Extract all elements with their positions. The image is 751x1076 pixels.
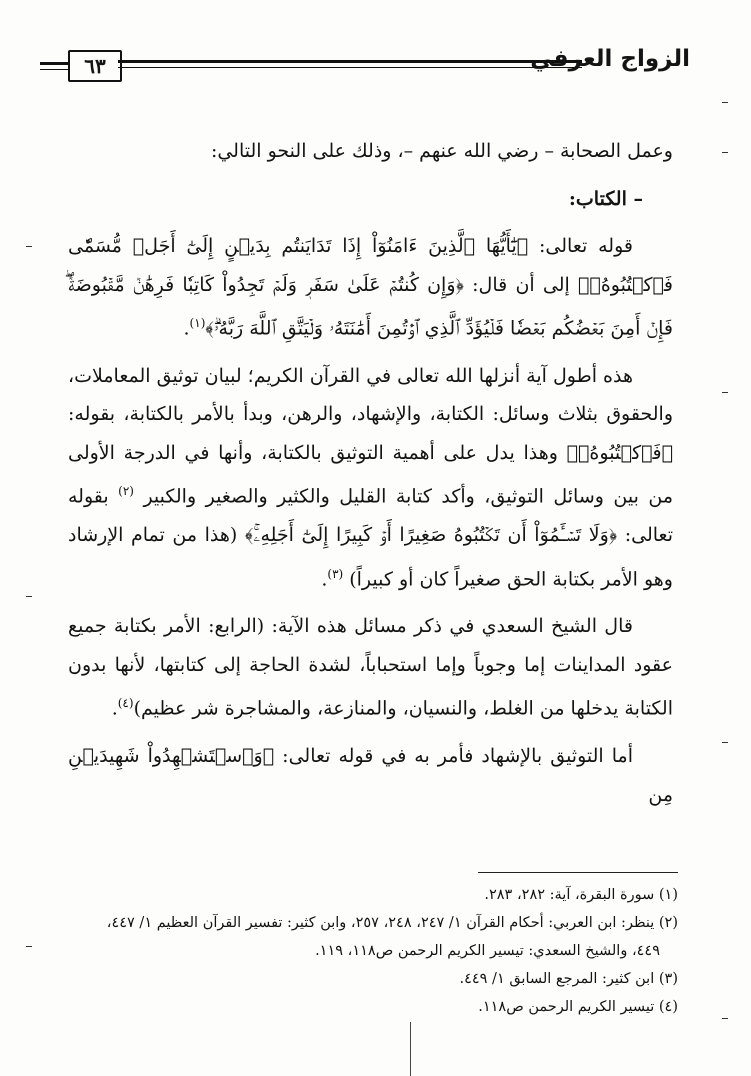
- header-rule-thick: [118, 60, 582, 63]
- quran-verse-2: ﴿وَإِن كُنتُمۡ عَلَىٰ سَفَرٖ وَلَمۡ تَجِدُواْ كَاتِبٗا فَرِهَٰنٞ مَّقۡبُوضَةٞۖ فَإِنۡ أَمِنَ بَعۡضُكُم بَعۡضٗا فَلۡيُؤَدِّ ٱلَّذِي ٱؤۡتُمِنَ أَمَٰنَتَهُۥ وَلۡيَتَّقِ ٱللَّهَ رَبَّهُۥۗ﴾: [68, 273, 673, 340]
- header-rule-left-thin: [40, 69, 68, 70]
- p4-text-1: أما التوثيق بالإشهاد فأمر به في قوله تعالى:: [274, 745, 633, 768]
- quran-verse-5: ﴿وَٱسۡتَشۡهِدُواْ شَهِيدَيۡنِ مِن: [68, 745, 673, 806]
- footnote-3: (٣) ابن كثير: المرجع السابق ١/ ٤٤٩.: [459, 971, 678, 987]
- scan-mark: [26, 596, 32, 597]
- paragraph-1: [68, 227, 673, 348]
- binding-line: [410, 1022, 411, 1076]
- paragraph-3: [68, 607, 673, 728]
- scan-mark: [722, 742, 728, 743]
- footnote-list: [68, 881, 678, 1021]
- p2-text-3: بقوله تعالى:: [68, 485, 673, 547]
- quran-verse-3: ﴿فَٱكۡتُبُوهُۚ﴾: [566, 441, 673, 464]
- footnote-ref-1[interactable]: (١): [189, 316, 206, 330]
- p1-text-2: إلى أن قال:: [463, 273, 579, 296]
- footnote-4: (٤) تيسير الكريم الرحمن ص١١٨.: [478, 999, 678, 1015]
- p2-text-5: .: [321, 567, 328, 590]
- running-header: [40, 44, 690, 88]
- main-text: [68, 132, 673, 823]
- footnote-separator: [478, 872, 678, 873]
- book-title: الزواج العرفي: [530, 46, 690, 72]
- scan-mark: [722, 102, 728, 103]
- p3-text-1: قال الشيخ السعدي في ذكر مسائل هذه الآية: (الرابع: الأمر بكتابة جميع عقود المداينات إما وجوباً وإما استحباباً، لشدة الحاجة إلى كتابتها، لأنها بدون الكتابة يدخلها من الغلط، والنسيان، والمنازعة، والمشاجرة شر عظيم): [68, 615, 673, 720]
- scan-mark: [722, 1018, 728, 1019]
- scan-mark: [722, 152, 728, 153]
- footnote-ref-4[interactable]: (٤): [117, 696, 134, 711]
- p1-text-1: قوله تعالى:: [528, 235, 633, 257]
- p2-text-2: وهذا يدل على أهمية التوثيق بالكتابة، وأنها في الدرجة الأولى من بين وسائل التوثيق، وأكد كتابة القليل والكثير والصغير والكبير: [68, 441, 673, 508]
- scan-mark: [26, 946, 32, 947]
- paragraph-2: [68, 357, 673, 599]
- p1-text-3: .: [183, 317, 190, 340]
- scan-mark: [26, 246, 32, 247]
- footnote-ref-2[interactable]: (٢): [118, 484, 134, 499]
- section-heading: – الكتاب:: [568, 187, 643, 210]
- page-number: ٦٣: [68, 50, 122, 82]
- footnote-1: (١) سورة البقرة، آية: ٢٨٢، ٢٨٣.: [484, 887, 678, 903]
- quran-verse-1: ﴿يَٰٓأَيُّهَا ٱلَّذِينَ ءَامَنُوٓاْ إِذَا تَدَايَنتُم بِدَيۡنٍ إِلَىٰٓ أَجَلٖ مُّسَمّٗى فَٱكۡتُبُوهُۚ﴾: [68, 235, 674, 296]
- quran-verse-4: ﴿وَلَا تَسۡـَٔمُوٓاْ أَن تَكۡتُبُوهُ صَغِيرًا أَوۡ كَبِيرًا إِلَىٰٓ أَجَلِهِۦۚ﴾: [244, 524, 618, 547]
- footnote-2: (٢) ينظر: ابن العربي: أحكام القرآن ١/ ٢٤٧، ٢٤٨، ٢٥٧، وابن كثير: تفسير القرآن العظيم ١/ ٤٤٧،: [106, 915, 678, 931]
- header-rule-left-thick: [40, 62, 68, 65]
- p2-text-1: هذه أطول آية أنزلها الله تعالى في القرآن الكريم؛ لبيان توثيق المعاملات، والحقوق بثلاث وسائل: الكتابة، والإشهاد، والرهن، وبدأ بالأمر بالكتابة، بقوله:: [68, 364, 673, 426]
- footnote-ref-3[interactable]: (٣): [327, 566, 344, 581]
- intro-paragraph: وعمل الصحابة – رضي الله عنهم –، وذلك على النحو التالي:: [210, 140, 673, 162]
- footnote-2-continued: ٤٤٩، والشيخ السعدي: تيسير الكريم الرحمن ص١١٨، ١١٩.: [315, 943, 660, 959]
- p3-text-2: .: [111, 697, 118, 720]
- scan-mark: [722, 392, 728, 393]
- header-rule-thin: [118, 67, 582, 68]
- p2-text-4: (هذا من تمام الإرشاد وهو الأمر بكتابة الحق صغيراً كان أو كبيراً): [68, 524, 673, 590]
- paragraph-4: [68, 737, 673, 814]
